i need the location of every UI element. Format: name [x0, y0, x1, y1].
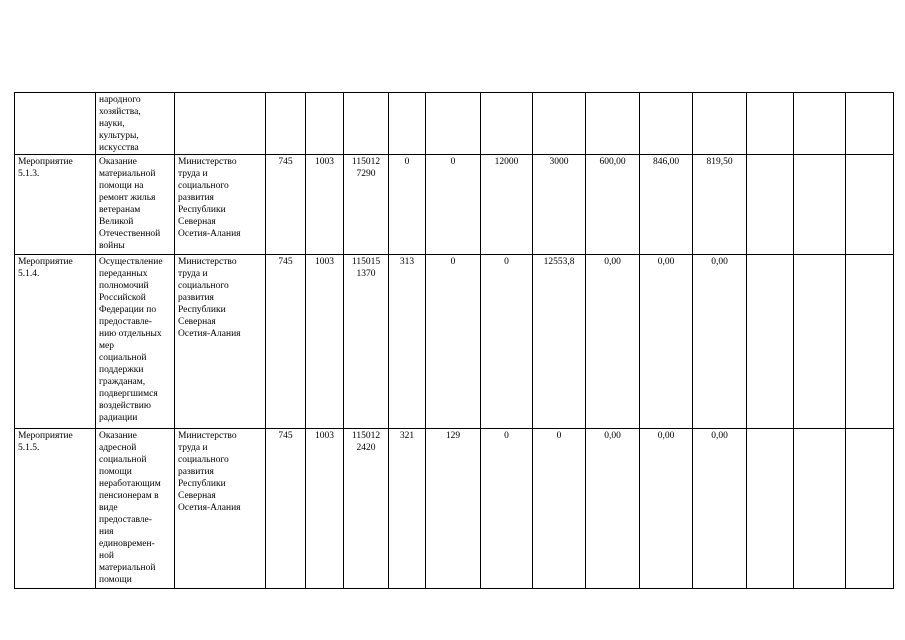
table-cell: Министерство труда и социального развития Республики Северная Осетия-Алания [175, 429, 266, 589]
table-cell: 115012 7290 [344, 155, 389, 255]
table-cell [389, 93, 426, 155]
table-row [15, 93, 894, 155]
table-cell: 1003 [306, 429, 344, 589]
table-cell: 115015 1370 [344, 255, 389, 429]
table-cell [306, 93, 344, 155]
table-cell: народного хозяйства, науки, культуры, искусства [96, 93, 175, 155]
table-cell [175, 93, 266, 155]
table-cell [586, 93, 640, 155]
table-cell: 0 [481, 255, 533, 429]
table-cell: 313 [389, 255, 426, 429]
table-cell: 0 [481, 429, 533, 589]
table-cell: 0,00 [693, 255, 747, 429]
table-cell: 1003 [306, 255, 344, 429]
table-cell: 321 [389, 429, 426, 589]
table-cell [794, 93, 846, 155]
table-cell: 0,00 [640, 429, 693, 589]
table-cell: Осуществление переданных полномочий Российской Федерации по предоставле- нию отдельных мер социальной поддержки гражданам, подвергшимся воздействию радиации [96, 255, 175, 429]
table-cell: 3000 [533, 155, 586, 255]
budget-table [14, 92, 894, 589]
table-cell: Министерство труда и социального развития Республики Северная Осетия-Алания [175, 155, 266, 255]
table-cell: 846,00 [640, 155, 693, 255]
table-cell [747, 155, 794, 255]
table-cell: 0 [389, 155, 426, 255]
table-cell [426, 93, 481, 155]
table-cell: Мероприятие 5.1.3. [15, 155, 96, 255]
table-body [15, 93, 894, 589]
table-cell [747, 255, 794, 429]
table-cell [344, 93, 389, 155]
table-cell: Мероприятие 5.1.4. [15, 255, 96, 429]
table-cell [846, 429, 894, 589]
table-cell: 745 [266, 155, 306, 255]
table-cell [640, 93, 693, 155]
table-row [15, 429, 894, 589]
table-cell: Оказание материальной помощи на ремонт жилья ветеранам Великой Отечественной войны [96, 155, 175, 255]
table-cell [846, 255, 894, 429]
table-cell [15, 93, 96, 155]
table-cell: 600,00 [586, 155, 640, 255]
table-cell [481, 93, 533, 155]
table-cell [747, 93, 794, 155]
table-cell: 0,00 [586, 255, 640, 429]
table-cell: 0 [426, 255, 481, 429]
table-cell [533, 93, 586, 155]
table-cell: 115012 2420 [344, 429, 389, 589]
table-cell: 0,00 [640, 255, 693, 429]
table-cell [266, 93, 306, 155]
table-cell [693, 93, 747, 155]
table-cell: 819,50 [693, 155, 747, 255]
table-cell: Оказание адресной социальной помощи неработающим пенсионерам в виде предоставле- ния единовремен- ной материальной помощи [96, 429, 175, 589]
table-cell: 0,00 [693, 429, 747, 589]
table-cell [794, 155, 846, 255]
table-cell: 745 [266, 255, 306, 429]
table-cell: 12553,8 [533, 255, 586, 429]
table-row [15, 255, 894, 429]
table-cell: 0,00 [586, 429, 640, 589]
table-cell [846, 155, 894, 255]
table-cell [846, 93, 894, 155]
table-cell [747, 429, 794, 589]
table-cell [794, 255, 846, 429]
table-cell: 1003 [306, 155, 344, 255]
table-cell: Министерство труда и социального развития Республики Северная Осетия-Алания [175, 255, 266, 429]
table-cell [794, 429, 846, 589]
table-cell: Мероприятие 5.1.5. [15, 429, 96, 589]
table-row [15, 155, 894, 255]
table-cell: 0 [426, 155, 481, 255]
table-cell: 0 [533, 429, 586, 589]
table-cell: 12000 [481, 155, 533, 255]
table-cell: 129 [426, 429, 481, 589]
table-cell: 745 [266, 429, 306, 589]
